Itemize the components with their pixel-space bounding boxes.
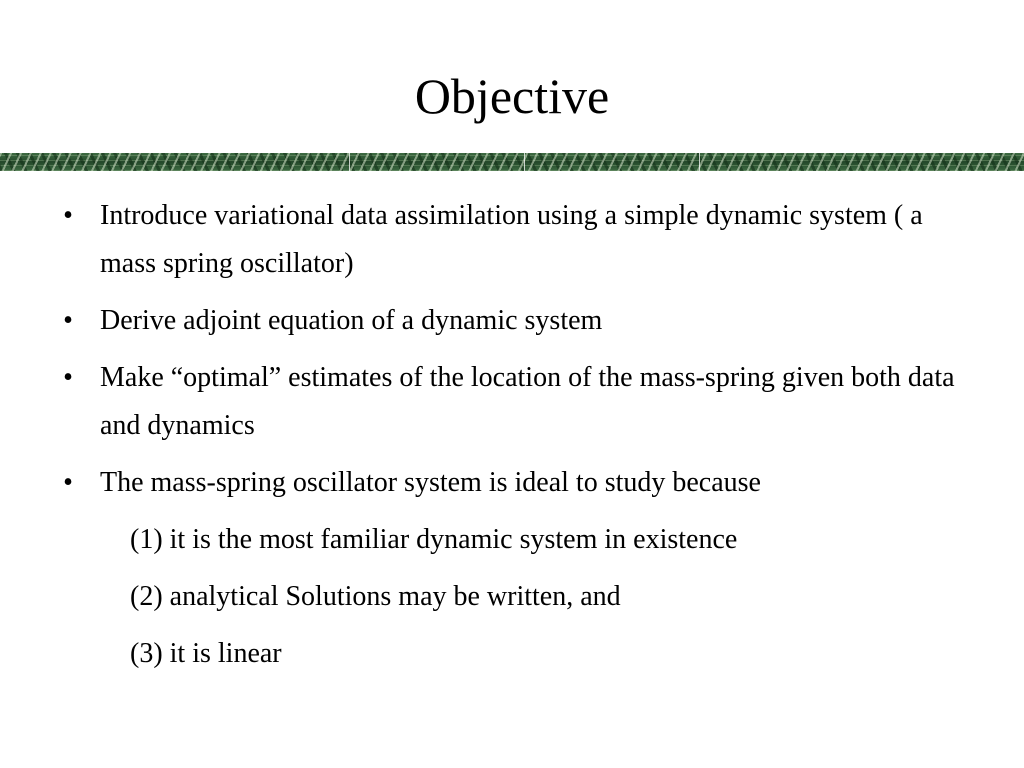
sub-item: (1) it is the most familiar dynamic system in existence bbox=[130, 524, 738, 555]
bullet-text: Derive adjoint equation of a dynamic system bbox=[100, 305, 603, 336]
title-divider-bar bbox=[0, 153, 1024, 171]
bullet-text: The mass-spring oscillator system is ideal to study because bbox=[100, 467, 761, 498]
bullet-text: Make “optimal” estimates of the location of the mass-spring given both data and dynamics bbox=[100, 362, 955, 441]
bullet-item bbox=[58, 459, 978, 507]
divider-seam bbox=[349, 153, 350, 171]
bullet-dot: • bbox=[63, 200, 73, 231]
bullet-text: Introduce variational data assimilation using a simple dynamic system ( a mass spring oscillator) bbox=[100, 200, 923, 279]
bullet-dot: • bbox=[63, 362, 73, 393]
bullet-item bbox=[58, 354, 978, 450]
bullet-dot: • bbox=[63, 467, 73, 498]
bullet-dot: • bbox=[63, 305, 73, 336]
divider-seam bbox=[699, 153, 700, 171]
bullet-item bbox=[58, 192, 978, 288]
sub-item: (3) it is linear bbox=[130, 638, 282, 669]
divider-seam bbox=[524, 153, 525, 171]
sub-item: (2) analytical Solutions may be written, and bbox=[130, 581, 621, 612]
slide-title: Objective bbox=[414, 68, 610, 124]
bullet-item bbox=[58, 297, 978, 345]
bullet-list bbox=[58, 192, 978, 687]
